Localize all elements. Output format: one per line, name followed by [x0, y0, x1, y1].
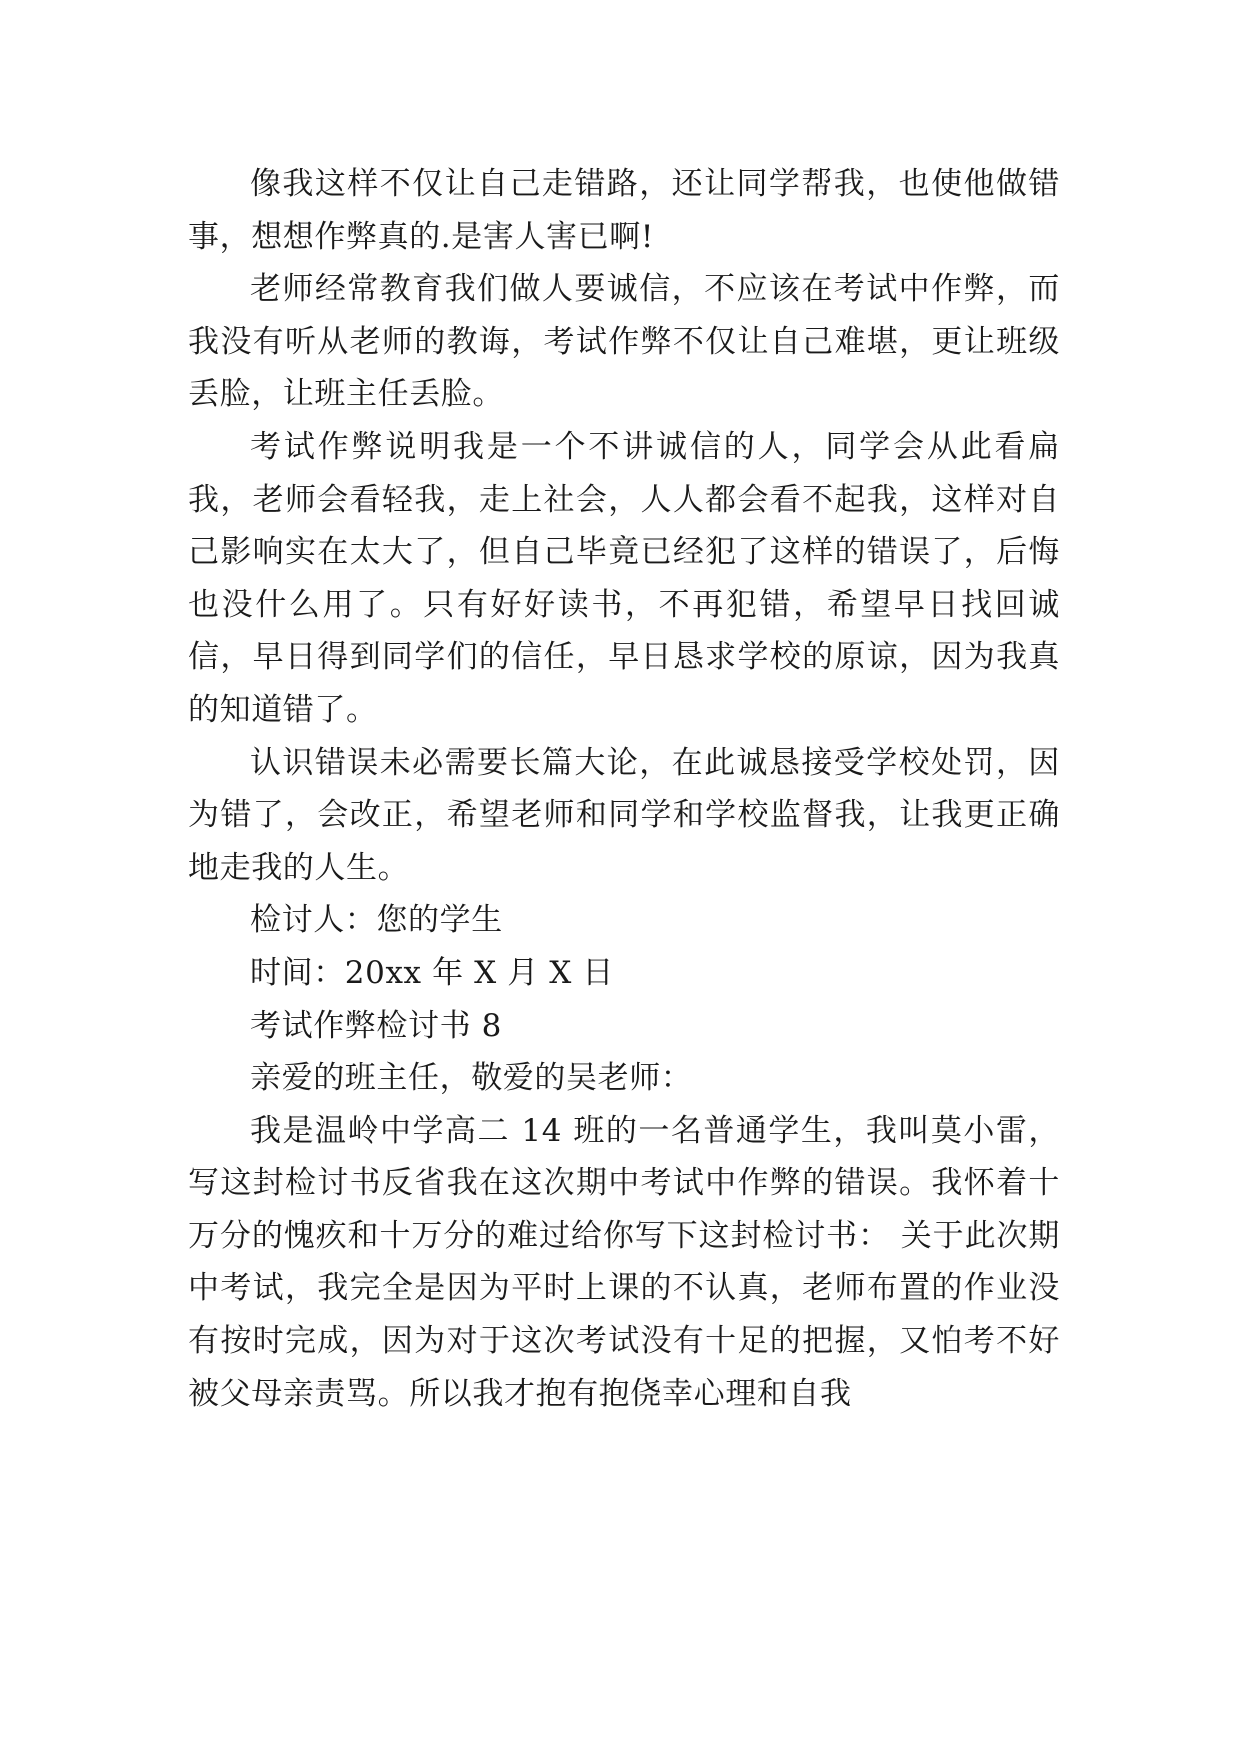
paragraph-teacher-advice: 老师经常教育我们做人要诚信，不应该在考试中作弊，而我没有听从老师的教诲，考试作弊不仅让自己难堪，更让班级丢脸，让班主任丢脸。: [188, 271, 1060, 413]
greeting-line: 亲爱的班主任，敬爱的吴老师：: [250, 1060, 693, 1097]
paragraph-letter-body: 我是温岭中学高二 14 班的一名普通学生，我叫莫小雷，写这封检讨书反省我在这次期中考试中作弊的错误。我怀着十万分的愧疚和十万分的难过给你写下这封检讨书： 关于此次期中考试，我完全是因为平时上课的不认真，老师布置的作业没有按时完成，因为对于这次考试没有十足的把握，又怕考不好被父母亲责骂。所以我才抱有抱侥幸心理和自我: [188, 1112, 1060, 1412]
date-line: 时间：20xx 年 X 月 X 日: [250, 954, 615, 991]
section-title: 考试作弊检讨书 8: [250, 1007, 502, 1044]
signer-line: 检讨人：您的学生: [250, 902, 503, 939]
document-body: [188, 158, 1060, 1420]
paragraph-acceptance: 认识错误未必需要长篇大论，在此诚恳接受学校处罚，因为错了，会改正，希望老师和同学和学校监督我，让我更正确地走我的人生。: [188, 744, 1060, 886]
paragraph-regret: 像我这样不仅让自己走错路，还让同学帮我，也使他做错事，想想作弊真的.是害人害已啊!: [188, 166, 1060, 255]
paragraph-consequences: 考试作弊说明我是一个不讲诚信的人，同学会从此看扁我，老师会看轻我，走上社会，人人都会看不起我，这样对自己影响实在太大了，但自己毕竟已经犯了这样的错误了，后悔也没什么用了。只有好好读书，不再犯错，希望早日找回诚信，早日得到同学们的信任，早日恳求学校的原谅，因为我真的知道错了。: [188, 428, 1060, 728]
